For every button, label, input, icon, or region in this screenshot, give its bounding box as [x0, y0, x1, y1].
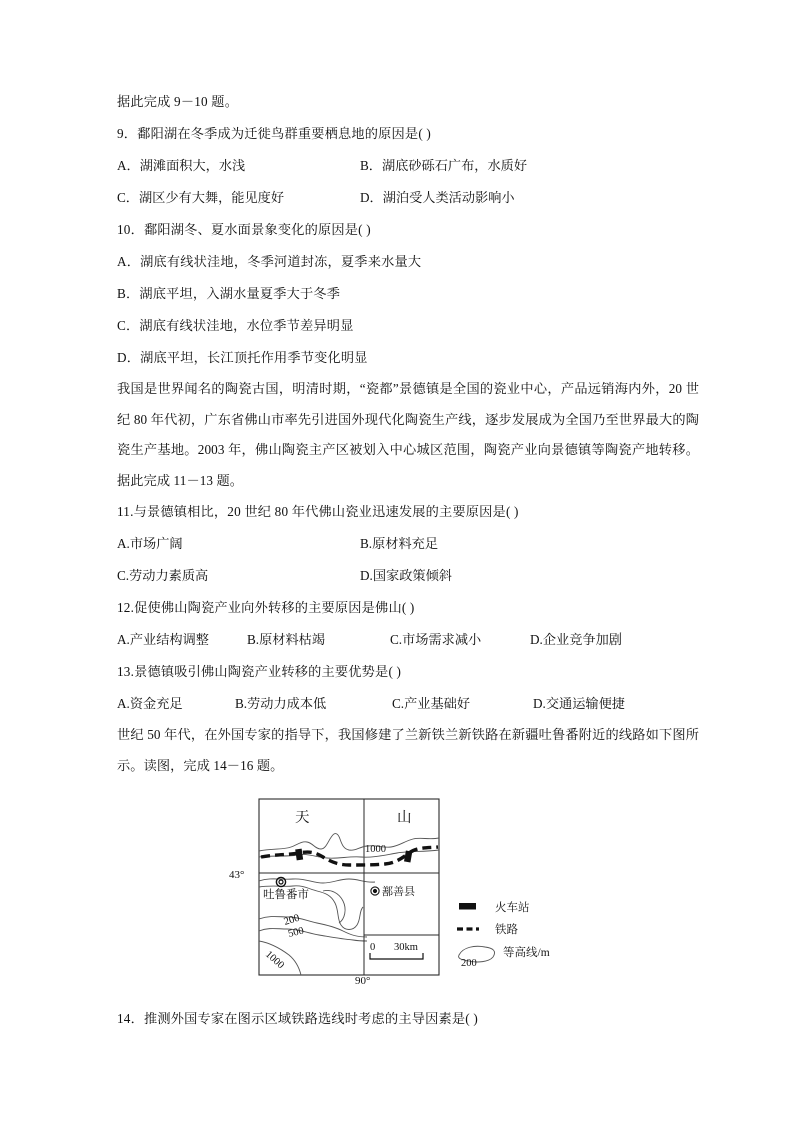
- question-11-option-a[interactable]: A.市场广阔: [117, 536, 183, 551]
- question-9-option-b[interactable]: B．湖底砂砾石广布，水质好: [360, 158, 528, 173]
- question-9-option-d[interactable]: D．湖泊受人类活动影响小: [360, 190, 515, 205]
- question-13-options: [117, 688, 699, 720]
- question-9-option-a[interactable]: A．湖滩面积大，水浅: [117, 158, 246, 173]
- map-figure-turpan-railway: [227, 795, 572, 985]
- question-11-options-row-2: [117, 560, 699, 592]
- question-11-option-b[interactable]: B.原材料充足: [360, 536, 439, 551]
- question-9-option-c[interactable]: C．湖区少有大舞，能见度好: [117, 190, 285, 205]
- question-13-option-b[interactable]: B.劳动力成本低: [235, 696, 327, 711]
- question-12-option-a[interactable]: A.产业结构调整: [117, 632, 209, 647]
- figure-wrapper: [117, 795, 699, 991]
- question-10-option-d[interactable]: D．湖底平坦，长江顶托作用季节变化明显: [117, 350, 368, 365]
- question-12-stem: 12.促使佛山陶瓷产业向外转移的主要原因是佛山( ): [117, 600, 415, 615]
- map-contour-label-200: 200: [282, 912, 301, 928]
- passage-railway: 世纪 50 年代，在外国专家的指导下，我国修建了兰新铁兰新铁路在新疆吐鲁番附近的线路如下图所示。读图，完成 14－16 题。: [117, 727, 699, 773]
- question-10-option-c[interactable]: C．湖底有线状洼地，水位季节差异明显: [117, 318, 354, 333]
- legend-railway-label: 铁路: [495, 924, 518, 936]
- legend-contour-value: 200: [461, 958, 477, 969]
- question-12-options: [117, 624, 699, 656]
- question-9-options-row-1: [117, 150, 699, 182]
- question-10-option-a[interactable]: A．湖底有线状洼地，冬季河道封冻，夏季来水量大: [117, 254, 422, 269]
- question-12-option-d[interactable]: D.企业竞争加剧: [530, 632, 622, 647]
- map-scale-label-max: 30km: [394, 942, 418, 953]
- map-label-latitude-43: 43°: [229, 869, 245, 881]
- map-label-turpan-city: 吐鲁番市: [263, 889, 309, 901]
- map-scale-label-zero: 0: [370, 942, 376, 953]
- question-10-option-b[interactable]: B．湖底平坦，入湖水量夏季大于冬季: [117, 286, 341, 301]
- map-label-shan: 山: [397, 810, 412, 826]
- question-11-option-d[interactable]: D.国家政策倾斜: [360, 568, 452, 583]
- question-12-option-c[interactable]: C.市场需求减小: [390, 632, 482, 647]
- question-10-stem: 10．鄱阳湖冬、夏水面景象变化的原因是( ): [117, 222, 371, 237]
- question-12-option-b[interactable]: B.原材料枯竭: [247, 632, 326, 647]
- question-9-options-row-2: [117, 182, 699, 214]
- map-label-shanshan-county: 鄯善县: [382, 886, 415, 898]
- question-13-stem: 13.景德镇吸引佛山陶瓷产业转移的主要优势是( ): [117, 664, 402, 679]
- map-contour-label-500: 500: [287, 925, 306, 940]
- question-13-option-d[interactable]: D.交通运输便捷: [533, 696, 625, 711]
- map-legend: [457, 900, 550, 969]
- question-11-options-row-1: [117, 528, 699, 560]
- map-label-tian: 天: [295, 810, 310, 826]
- passage-ceramics: 我国是世界闻名的陶瓷古国，明清时期，“瓷都”景德镇是全国的瓷业中心，产品远销海内外，20 世纪 80 年代初，广东省佛山市率先引进国外现代化陶瓷生产线，逐步发展成为全国乃至世界最大的陶瓷生产基地。2003 年，佛山陶瓷主产区被划入中心城区范围，陶瓷产业向景德镇等陶瓷产地转移。据此完成 11－13 题。: [117, 381, 699, 488]
- legend-train-station-label: 火车站: [495, 902, 530, 914]
- legend-contour-label: 等高线/m: [503, 947, 550, 959]
- map-contour-label-1000-top: 1000: [365, 844, 386, 855]
- intro-line: 据此完成 9－10 题。: [117, 94, 239, 109]
- question-9-stem: 9．鄱阳湖在冬季成为迁徙鸟群重要栖息地的原因是( ): [117, 126, 431, 141]
- question-13-option-c[interactable]: C.产业基础好: [392, 696, 471, 711]
- question-11-stem: 11.与景德镇相比，20 世纪 80 年代佛山瓷业迅速发展的主要原因是( ): [117, 504, 519, 519]
- map-label-longitude-90: 90°: [355, 975, 371, 985]
- question-11-option-c[interactable]: C.劳动力素质高: [117, 568, 209, 583]
- map-contour-label-1000-lower: 1000: [262, 949, 286, 972]
- question-13-option-a[interactable]: A.资金充足: [117, 696, 183, 711]
- question-14-stem: 14．推测外国专家在图示区域铁路选线时考虑的主导因素是( ): [117, 1011, 478, 1026]
- legend-train-station-icon: [459, 903, 476, 910]
